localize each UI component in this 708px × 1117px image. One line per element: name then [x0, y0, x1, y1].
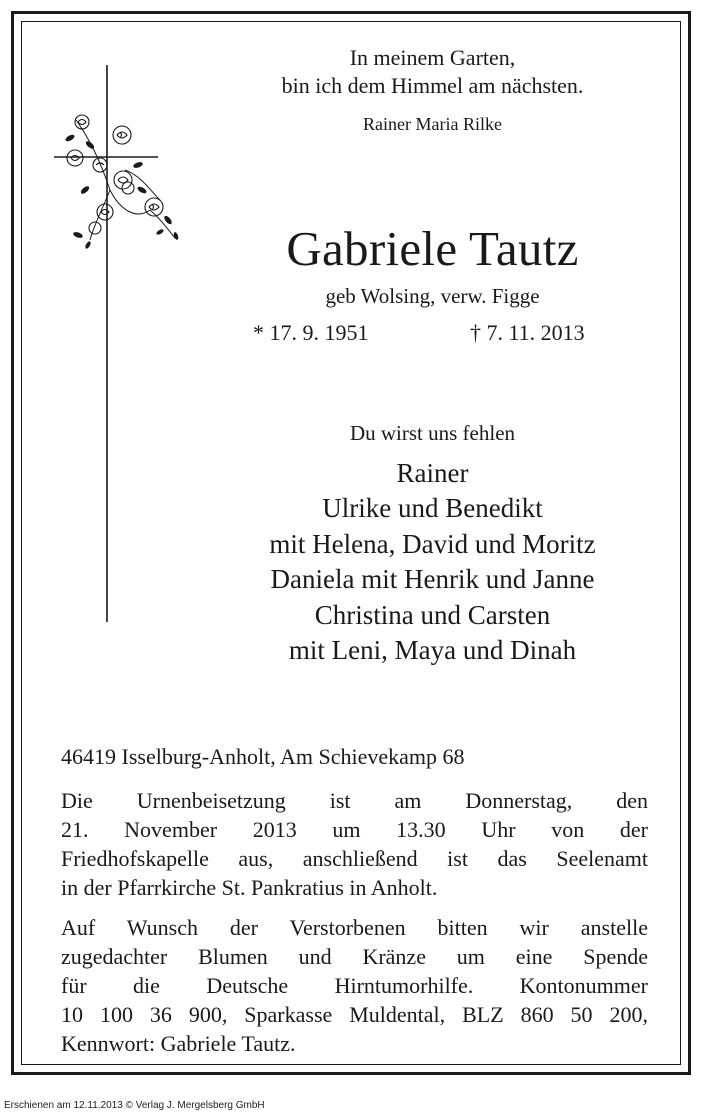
paragraph-line: Kennwort: Gabriele Tautz. [61, 1031, 296, 1056]
funeral-paragraph [61, 786, 648, 902]
family-member-line: Daniela mit Henrik und Janne [270, 564, 595, 595]
donation-paragraph [61, 913, 648, 1058]
paragraph-line: zugedachter Blumen und Kränze um eine Spende [61, 944, 648, 969]
quote-text [155, 44, 708, 100]
family-list [155, 456, 708, 668]
paragraph-line: Auf Wunsch der Verstorbenen bitten wir anstelle [61, 915, 648, 940]
publication-footer: Erschienen am 12.11.2013 © Verlag J. Mergelsberg GmbH [4, 1100, 265, 1111]
quote-line: bin ich dem Himmel am nächsten. [281, 73, 584, 98]
death-date: † 7. 11. 2013 [470, 320, 585, 345]
farewell-text: Du wirst uns fehlen [349, 421, 516, 445]
paragraph-line: 10 100 36 900, Sparkasse Muldental, BLZ 860 50 200, [61, 1002, 648, 1027]
family-member-line: Rainer [396, 458, 469, 488]
family-member-line: Ulrike und Benedikt [322, 493, 543, 524]
family-member-line: mit Leni, Maya und Dinah [288, 635, 577, 666]
quote-line: In meinem Garten, [349, 45, 516, 70]
maiden-name: geb Wolsing, verw. Figge [325, 284, 540, 308]
address: 46419 Isselburg-Anholt, Am Schievekamp 68 [61, 744, 465, 769]
paragraph-line: Die Urnenbeisetzung ist am Donnerstag, den [61, 788, 648, 813]
deceased-name: Gabriele Tautz [286, 221, 579, 276]
quote-author: Rainer Maria Rilke [363, 114, 502, 134]
family-member-line: mit Helena, David und Moritz [269, 528, 596, 559]
family-member-line: Christina und Carsten [314, 599, 551, 630]
paragraph-line: in der Pfarrkirche St. Pankratius in Anholt. [61, 875, 438, 900]
paragraph-line: 21. November 2013 um 13.30 Uhr von der [61, 817, 648, 842]
birth-date: * 17. 9. 1951 [253, 320, 369, 345]
paragraph-line: für die Deutsche Hirntumorhilfe. Kontonummer [61, 973, 648, 998]
paragraph-line: Friedhofskapelle aus, anschließend ist das Seelenamt [61, 846, 648, 871]
